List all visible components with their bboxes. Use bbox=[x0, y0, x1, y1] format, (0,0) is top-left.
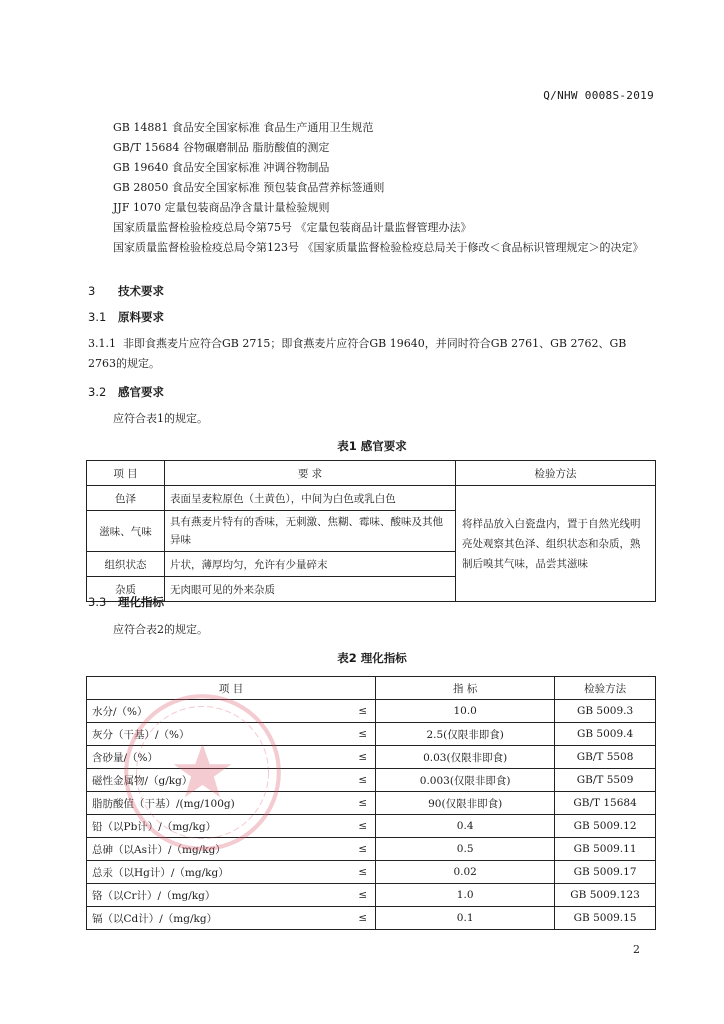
method-cell: GB 5009.123 bbox=[555, 884, 656, 907]
company-seal-stamp bbox=[120, 690, 285, 855]
method-cell: GB/T 5508 bbox=[555, 746, 656, 769]
section-3-3-heading bbox=[88, 594, 164, 610]
operator-cell: ≤ bbox=[339, 700, 376, 723]
operator-cell: ≤ bbox=[339, 746, 376, 769]
section-title: 技术要求 bbox=[118, 284, 164, 298]
table-row bbox=[87, 884, 656, 907]
table-header-row bbox=[87, 461, 656, 486]
reference-item: 国家质量监督检验检疫总局令第75号 《定量包装商品计量监督管理办法》 bbox=[113, 221, 472, 234]
value-cell: 0.03(仅限非即食) bbox=[376, 746, 555, 769]
item-cell: 组织状态 bbox=[87, 552, 165, 577]
section-3-1-1-paragraph bbox=[88, 334, 656, 374]
reference-item: GB 19640 食品安全国家标准 冲调谷物制品 bbox=[113, 161, 330, 174]
item-cell: 杂质 bbox=[87, 577, 165, 602]
sensory-requirements-table bbox=[86, 460, 656, 602]
reference-item: GB/T 15684 谷物碾磨制品 脂肪酸值的测定 bbox=[113, 141, 330, 154]
table-row bbox=[87, 486, 656, 511]
seal-star-icon bbox=[174, 744, 232, 798]
section-title: 原料要求 bbox=[118, 310, 164, 324]
item-cell: 水分/（%） bbox=[87, 700, 339, 723]
method-cell: GB/T 5509 bbox=[555, 769, 656, 792]
column-header: 检验方法 bbox=[456, 461, 656, 486]
item-cell: 灰分（干基）/（%） bbox=[87, 723, 339, 746]
table2-title: 表2 理化指标 bbox=[337, 651, 407, 665]
method-cell: 将样品放入白瓷盘内，置于自然光线明亮处观察其色泽、组织状态和杂质，熟制后嗅其气味，品尝其滋味 bbox=[456, 486, 656, 602]
column-header: 项 目 bbox=[87, 677, 376, 700]
item-cell: 铅（以Pb计）/（mg/kg） bbox=[87, 815, 339, 838]
operator-cell: ≤ bbox=[339, 884, 376, 907]
section-number: 3.2 bbox=[88, 385, 107, 399]
item-cell: 磁性金属物/（g/kg） bbox=[87, 769, 339, 792]
section-number: 3 bbox=[88, 284, 96, 298]
section-3-3-text: 应符合表2的规定。 bbox=[113, 623, 208, 636]
section-3-2-heading bbox=[88, 384, 164, 400]
page-number: 2 bbox=[633, 943, 640, 956]
operator-cell: ≤ bbox=[339, 838, 376, 861]
item-cell: 总砷（以As计）/（mg/kg） bbox=[87, 838, 339, 861]
item-cell: 总汞（以Hg计）/（mg/kg） bbox=[87, 861, 339, 884]
column-header: 要 求 bbox=[165, 461, 456, 486]
table-row bbox=[87, 861, 656, 884]
section-3-1-heading bbox=[88, 309, 164, 325]
section-3-2-text: 应符合表1的规定。 bbox=[113, 412, 208, 425]
item-cell: 铬（以Cr计）/（mg/kg） bbox=[87, 884, 339, 907]
item-cell: 滋味、气味 bbox=[87, 511, 165, 552]
item-cell: 脂肪酸值（干基）/(mg/100g) bbox=[87, 792, 339, 815]
section-number: 3.3 bbox=[88, 595, 107, 609]
operator-cell: ≤ bbox=[339, 769, 376, 792]
method-cell: GB 5009.12 bbox=[555, 815, 656, 838]
method-cell: GB 5009.3 bbox=[555, 700, 656, 723]
value-cell: 0.003(仅限非即食) bbox=[376, 769, 555, 792]
section-title: 感官要求 bbox=[118, 385, 164, 399]
table-row bbox=[87, 907, 656, 930]
item-cell: 色泽 bbox=[87, 486, 165, 511]
value-cell: 1.0 bbox=[376, 884, 555, 907]
section-number: 3.1.1 bbox=[88, 337, 116, 350]
operator-cell: ≤ bbox=[339, 907, 376, 930]
value-cell: 0.02 bbox=[376, 861, 555, 884]
operator-cell: ≤ bbox=[339, 792, 376, 815]
column-header: 项 目 bbox=[87, 461, 165, 486]
document-code: Q/NHW 0008S-2019 bbox=[543, 89, 654, 102]
reference-item: GB 28050 食品安全国家标准 预包装食品营养标签通则 bbox=[113, 181, 385, 194]
requirement-cell: 无肉眼可见的外来杂质 bbox=[165, 577, 456, 602]
reference-item: 国家质量监督检验检疫总局令第123号 《国家质量监督检验检疫总局关于修改＜食品标识管理规定＞的决定》 bbox=[113, 241, 644, 254]
value-cell: 2.5(仅限非即食) bbox=[376, 723, 555, 746]
value-cell: 0.4 bbox=[376, 815, 555, 838]
operator-cell: ≤ bbox=[339, 723, 376, 746]
reference-list bbox=[88, 118, 656, 258]
section-title: 理化指标 bbox=[118, 595, 164, 609]
value-cell: 10.0 bbox=[376, 700, 555, 723]
section-3-heading bbox=[88, 283, 164, 299]
value-cell: 0.5 bbox=[376, 838, 555, 861]
reference-item: JJF 1070 定量包装商品净含量计量检验规则 bbox=[113, 201, 330, 214]
column-header: 检验方法 bbox=[555, 677, 656, 700]
method-cell: GB 5009.4 bbox=[555, 723, 656, 746]
requirement-cell: 具有燕麦片特有的香味，无刺激、焦糊、霉味、酸味及其他异味 bbox=[165, 511, 456, 552]
table1-title: 表1 感官要求 bbox=[337, 439, 407, 453]
reference-item: GB 14881 食品安全国家标准 食品生产通用卫生规范 bbox=[113, 121, 374, 134]
requirement-cell: 片状，薄厚均匀，允许有少量碎末 bbox=[165, 552, 456, 577]
operator-cell: ≤ bbox=[339, 815, 376, 838]
method-cell: GB 5009.15 bbox=[555, 907, 656, 930]
requirement-cell: 表面呈麦粒原色（土黄色），中间为白色或乳白色 bbox=[165, 486, 456, 511]
item-cell: 含砂量/（%） bbox=[87, 746, 339, 769]
method-cell: GB 5009.17 bbox=[555, 861, 656, 884]
method-cell: GB 5009.11 bbox=[555, 838, 656, 861]
value-cell: 0.1 bbox=[376, 907, 555, 930]
value-cell: 90(仅限非即食) bbox=[376, 792, 555, 815]
paragraph-text: 非即食燕麦片应符合GB 2715；即食燕麦片应符合GB 19640，并同时符合GB 2761、GB 2762、GB 2763的规定。 bbox=[88, 337, 627, 370]
method-cell: GB/T 15684 bbox=[555, 792, 656, 815]
section-number: 3.1 bbox=[88, 310, 107, 324]
column-header: 指 标 bbox=[376, 677, 555, 700]
operator-cell: ≤ bbox=[339, 861, 376, 884]
item-cell: 镉（以Cd计）/（mg/kg） bbox=[87, 907, 339, 930]
